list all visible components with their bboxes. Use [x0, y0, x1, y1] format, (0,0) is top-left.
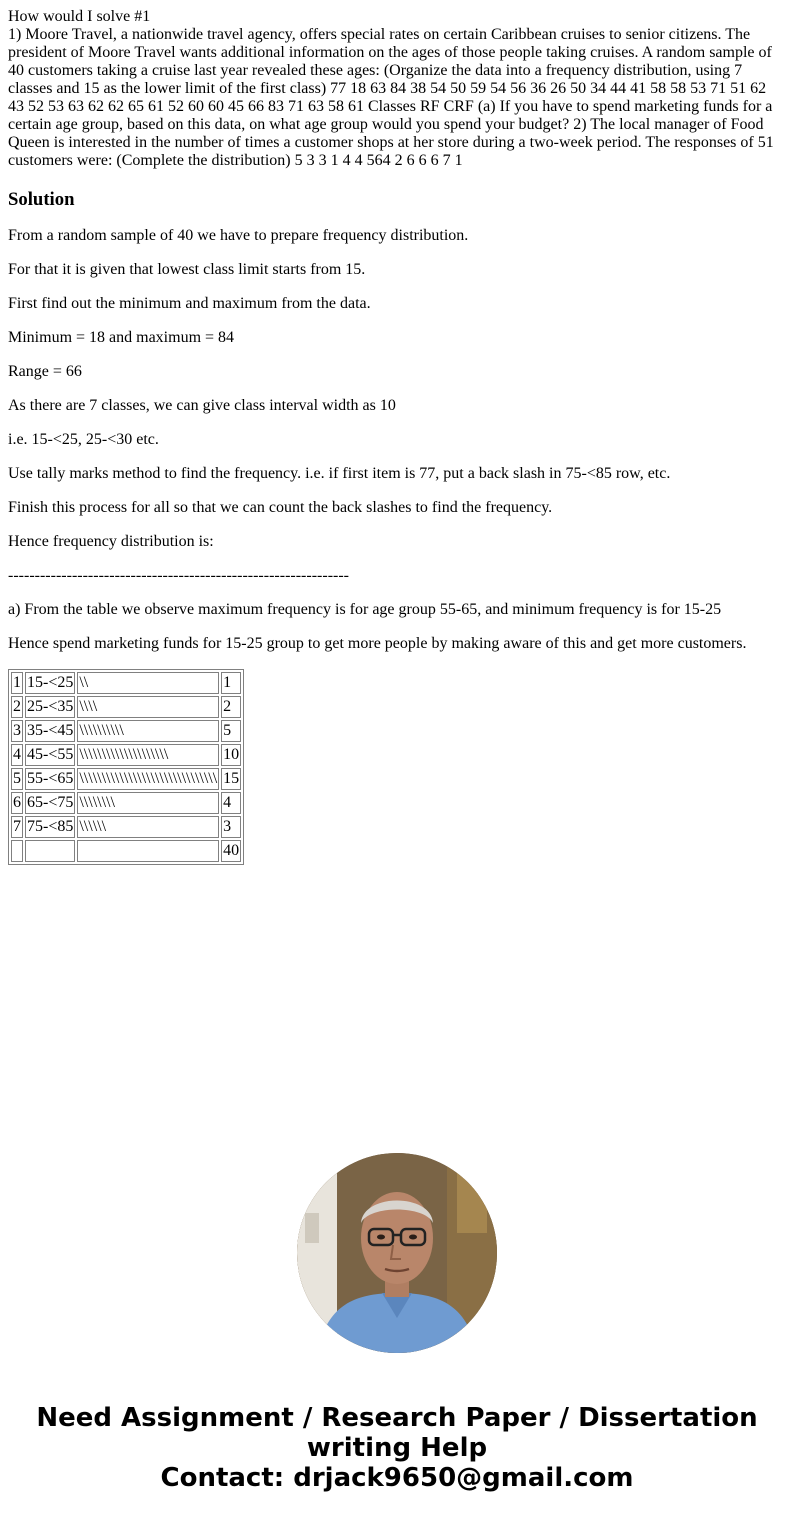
table-row	[11, 744, 241, 766]
footer-line: Need Assignment / Research Paper / Dissertation	[36, 1403, 758, 1433]
tally-marks: \\\\	[77, 696, 219, 718]
solution-line: i.e. 15-<25, 25-<30 etc.	[8, 431, 159, 448]
class-number: 3	[11, 720, 23, 742]
footer-banner	[0, 1403, 794, 1493]
frequency: 15	[221, 768, 241, 790]
frequency: 1	[221, 672, 241, 694]
class-number	[11, 840, 23, 862]
class-interval: 75-<85	[25, 816, 75, 838]
table-row	[11, 720, 241, 742]
tally-marks: \\\\\\	[77, 816, 219, 838]
question-body: 1) Moore Travel, a nationwide travel agency, offers special rates on certain Caribbean cruises to senior citizens. The president of Moore Travel wants additional information on the ages of those people taking cruises. A random sample of 40 customers taking a cruise last year revealed these ages: (Organize the data into a frequency distribution, using 7 classes and 15 as the lower limit of the first class) 77 18 63 84 38 54 50 59 54 56 36 26 50 34 44 41 58 58 53 71 51 62 43 52 53 63 62 62 65 61 52 60 60 45 66 83 71 63 58 61 Classes RF CRF (a) If you have to spend marketing funds for a certain age group, based on this data, on what age group would you spend your budget? 2) The local manager of Food Queen is interested in the number of times a customer shops at her store during a two-week period. The responses of 51 customers were: (Complete the distribution) 5 3 3 1 4 4 564 2 6 6 6 7 1	[8, 26, 774, 169]
class-interval: 65-<75	[25, 792, 75, 814]
table-row	[11, 672, 241, 694]
solution-heading: Solution	[8, 189, 75, 210]
answer-line: Hence spend marketing funds for 15-25 group to get more people by making aware of this and get more customers.	[8, 635, 747, 652]
class-interval: 55-<65	[25, 768, 75, 790]
tally-marks: \\	[77, 672, 219, 694]
author-photo-art	[297, 1153, 497, 1353]
solution-line: First find out the minimum and maximum from the data.	[8, 295, 371, 312]
solution-line: Minimum = 18 and maximum = 84	[8, 329, 235, 346]
solution-line: Use tally marks method to find the frequency. i.e. if first item is 77, put a back slash in 75-<85 row, etc.	[8, 465, 671, 482]
class-interval: 35-<45	[25, 720, 75, 742]
class-number: 5	[11, 768, 23, 790]
class-interval: 15-<25	[25, 672, 75, 694]
solution-line: Finish this process for all so that we can count the back slashes to find the frequency.	[8, 499, 553, 516]
solution-line: Range = 66	[8, 363, 82, 380]
class-number: 7	[11, 816, 23, 838]
frequency: 10	[221, 744, 241, 766]
frequency: 3	[221, 816, 241, 838]
separator-line: ----------------------------------------------------------------	[8, 567, 349, 584]
class-number: 6	[11, 792, 23, 814]
footer-contact: Contact: drjack9650@gmail.com	[160, 1463, 634, 1493]
frequency-total: 40	[221, 840, 241, 862]
class-interval	[25, 840, 75, 862]
solution-line: As there are 7 classes, we can give class interval width as 10	[8, 397, 396, 414]
frequency: 4	[221, 792, 241, 814]
tally-marks: \\\\\\\\	[77, 792, 219, 814]
table-row	[11, 816, 241, 838]
table-row	[11, 792, 241, 814]
class-number: 4	[11, 744, 23, 766]
class-number: 2	[11, 696, 23, 718]
solution-line: From a random sample of 40 we have to prepare frequency distribution.	[8, 227, 469, 244]
table-row	[11, 696, 241, 718]
answer-line: a) From the table we observe maximum frequency is for age group 55-65, and minimum frequency is for 15-25	[8, 601, 722, 618]
author-photo	[297, 1153, 497, 1353]
page-content	[8, 8, 786, 865]
tally-marks: \\\\\\\\\\\\\\\\\\\\	[77, 744, 219, 766]
tally-marks: \\\\\\\\\\	[77, 720, 219, 742]
tally-marks: \\\\\\\\\\\\\\\\\\\\\\\\\\\\\\\	[77, 768, 219, 790]
footer-line: writing Help	[306, 1433, 488, 1463]
question-title: How would I solve #1	[8, 8, 151, 25]
table-row-total	[11, 840, 241, 862]
frequency: 5	[221, 720, 241, 742]
solution-line: For that it is given that lowest class limit starts from 15.	[8, 261, 366, 278]
table-row	[11, 768, 241, 790]
frequency-table	[8, 669, 244, 865]
class-interval: 45-<55	[25, 744, 75, 766]
class-interval: 25-<35	[25, 696, 75, 718]
solution-line: Hence frequency distribution is:	[8, 533, 214, 550]
tally-marks	[77, 840, 219, 862]
class-number: 1	[11, 672, 23, 694]
frequency: 2	[221, 696, 241, 718]
